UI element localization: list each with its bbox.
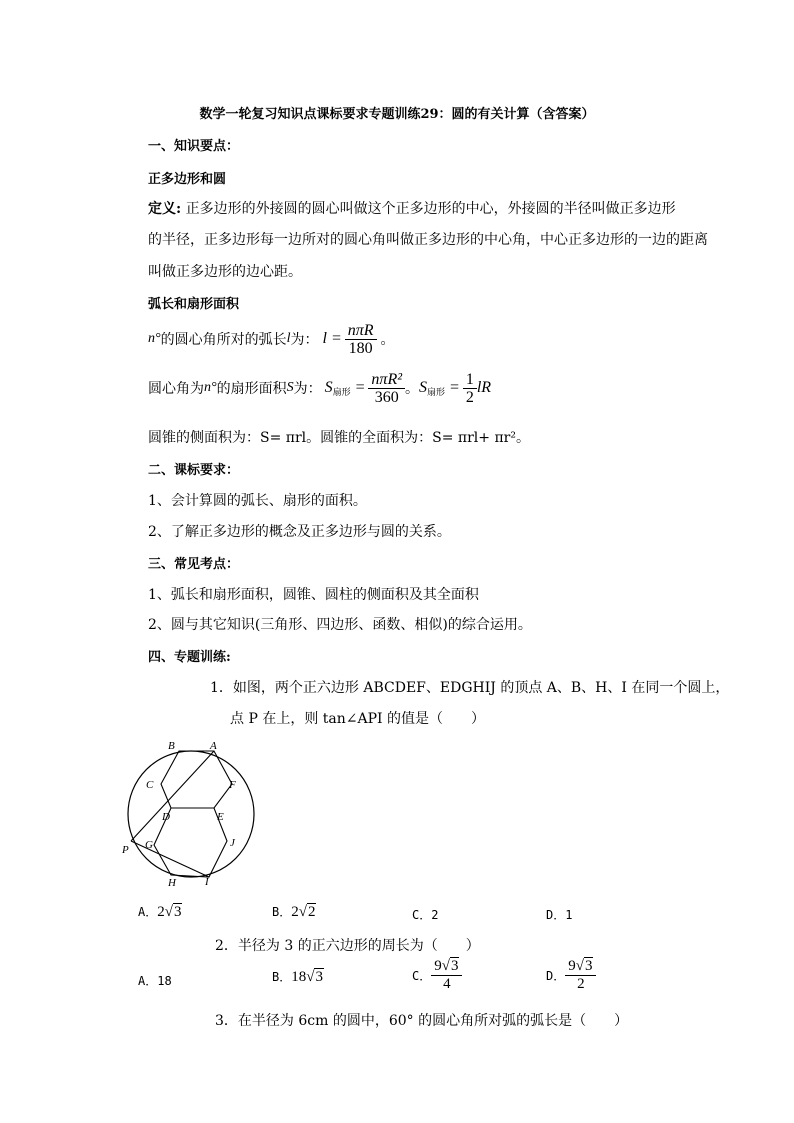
q1-option-b-letter: B． xyxy=(272,905,292,919)
arc-n-degree: n° xyxy=(148,331,161,346)
vertex-label-a: A xyxy=(210,740,217,752)
q2-option-d-fraction: $\frac{9√3}{2}$ xyxy=(565,958,596,993)
definition-label: 定义: xyxy=(148,201,182,217)
vertex-label-c: C xyxy=(146,779,154,791)
arc-end: 。 xyxy=(380,332,395,348)
figure-circle xyxy=(128,751,254,877)
q2-option-c-den: 4 xyxy=(443,976,451,992)
arc-length-line xyxy=(148,321,395,357)
sector-eq: = xyxy=(350,378,366,396)
section-heading-knowledge: 一、知识要点： xyxy=(148,139,240,154)
sector-n-degree: n° xyxy=(204,380,217,395)
q1-option-a-radicand: 3 xyxy=(173,904,182,920)
vertex-label-p: P xyxy=(122,844,129,856)
vertex-label-g: G xyxy=(145,839,153,851)
arc-fraction-den: 180 xyxy=(348,339,373,357)
requirement-item-2: 2、了解正多边形的概念及正多边形与圆的关系。 xyxy=(148,524,451,540)
section-heading-practice: 四、专题训练: xyxy=(148,650,231,665)
line-pi xyxy=(131,841,209,877)
line-pa xyxy=(131,751,214,841)
sector-text-3: 为： xyxy=(293,381,322,397)
q1-option-b[interactable]: B．2√2 xyxy=(272,904,316,920)
sector2-S xyxy=(419,379,460,398)
sector-S-sub: 扇形 xyxy=(332,386,351,397)
definition-text-1: 正多边形的外接圆的圆心叫做这个正多边形的中心，外接圆的半径叫做正多边形 xyxy=(181,201,676,217)
vertex-label-b: B xyxy=(168,740,175,752)
page-title: 数学一轮复习知识点课标要求专题训练29：圆的有关计算（含答案） xyxy=(199,107,595,122)
vertex-label-e: E xyxy=(217,811,224,823)
q1-option-a-letter: A． xyxy=(138,905,158,919)
q2-option-d-num-coef: 9 xyxy=(568,958,576,974)
q2-option-d-den: 2 xyxy=(577,976,585,992)
arc-var: l xyxy=(286,331,291,346)
q2-option-d-radicand: 3 xyxy=(584,958,593,974)
exam-point-item-1: 1、弧长和扇形面积，圆锥、圆柱的侧面积及其全面积 xyxy=(148,587,479,603)
q1-option-b-radicand: 2 xyxy=(307,904,316,920)
figure-labels xyxy=(121,740,236,889)
arc-text-2: 为： xyxy=(290,332,319,348)
q1-option-c[interactable] xyxy=(412,906,438,923)
definition-line-2: 的半径，正多边形每一边所对的圆心角叫做正多边形的中心角，中心正多边形的一边的距离 xyxy=(148,232,708,248)
q2-option-a-text: 18 xyxy=(157,974,172,988)
vertex-label-f: F xyxy=(229,779,236,791)
q1-option-a[interactable]: A．2√3 xyxy=(138,904,182,920)
q2-option-c-letter: C． xyxy=(412,969,432,983)
vertex-label-d: D xyxy=(162,811,170,823)
vertex-label-i: I xyxy=(205,876,209,888)
sector-mid: 。 xyxy=(405,381,420,397)
question-1-line-2: 点 P 在上，则 tan∠API 的值是（ ） xyxy=(230,711,486,727)
q1-option-a-coef: 2 xyxy=(157,904,165,920)
hexagon-abcdef xyxy=(161,751,232,808)
section-heading-exam-points: 三、常见考点： xyxy=(148,557,240,572)
arc-fraction xyxy=(345,322,377,357)
exam-point-item-2: 2、圆与其它知识(三角形、四边形、函数、相似)的综合运用。 xyxy=(148,617,532,633)
q1-option-c-text: 2 xyxy=(431,908,439,922)
q2-option-d[interactable] xyxy=(546,958,596,993)
sector-fraction xyxy=(368,371,405,406)
sector-area-line xyxy=(148,368,491,408)
sector2-tail: lR xyxy=(476,379,492,396)
q2-option-d-letter: D． xyxy=(546,969,566,983)
sector-fraction-den: 360 xyxy=(374,388,399,406)
arc-fraction-num: nπR xyxy=(345,322,377,340)
q2-option-c[interactable] xyxy=(412,958,462,993)
arc-text: 的圆心角所对的弧长 xyxy=(160,332,287,348)
subheading-arc-sector: 弧长和扇形面积 xyxy=(148,297,240,312)
q2-option-c-fraction: $\frac{9√3}{4}$ xyxy=(431,958,462,993)
cone-area-line: 圆锥的侧面积为：S= πrl。圆锥的全面积为：S= πrl+ πr²。 xyxy=(148,430,530,446)
arc-formula-lhs: l = xyxy=(322,330,342,347)
sector-S-letter: S xyxy=(324,378,333,396)
sector2-eq: = xyxy=(445,378,460,396)
q1-option-d-text: 1 xyxy=(565,908,573,922)
sector2-S-sub: 扇形 xyxy=(427,386,446,397)
q2-option-c-num-coef: 9 xyxy=(434,958,442,974)
q2-option-c-radicand: 3 xyxy=(450,958,459,974)
question-2-line: 2．半径为 3 的正六边形的周长为（ ） xyxy=(215,938,480,954)
sector2-fraction-num: 1 xyxy=(463,371,477,389)
sector-S xyxy=(325,379,366,398)
q1-option-d[interactable] xyxy=(546,906,572,923)
definition-line-3: 叫做正多边形的边心距。 xyxy=(148,264,302,280)
q2-option-b-radicand: 3 xyxy=(315,969,323,985)
vertex-label-h: H xyxy=(168,877,176,889)
q2-option-b[interactable]: B．18√3 xyxy=(272,969,323,985)
question-1-line-1: 1．如图，两个正六边形 ABCDEF、EDGHIJ 的顶点 A、B、H、I 在同一个圆上， xyxy=(210,680,730,696)
sector-text-2: 的扇形面积 xyxy=(216,381,287,397)
sector-fraction-num: nπR² xyxy=(368,371,405,389)
sector2-fraction-den: 2 xyxy=(465,388,474,406)
subheading-regular-polygon: 正多边形和圆 xyxy=(148,172,227,187)
sector2-fraction xyxy=(463,371,477,406)
q2-option-a[interactable] xyxy=(138,972,172,989)
question-1-figure xyxy=(118,736,268,894)
q2-option-a-letter: A． xyxy=(138,974,158,988)
section-heading-requirements: 二、课标要求： xyxy=(148,463,240,478)
sector-var: S xyxy=(286,380,294,395)
definition-line-1 xyxy=(148,198,676,218)
q2-option-b-coef: 18 xyxy=(291,969,307,985)
sector2-S-letter: S xyxy=(419,378,428,396)
q1-option-b-coef: 2 xyxy=(291,904,299,920)
q2-option-b-letter: B． xyxy=(272,970,292,984)
sector-text-1: 圆心角为 xyxy=(148,381,204,397)
requirement-item-1: 1、会计算圆的弧长、扇形的面积。 xyxy=(148,493,367,509)
q1-option-d-letter: D． xyxy=(546,908,566,922)
vertex-label-j: J xyxy=(230,837,235,849)
question-3-line: 3．在半径为 6cm 的圆中，60° 的圆心角所对弧的弧长是（ ） xyxy=(215,1013,629,1029)
q1-option-c-letter: C． xyxy=(412,908,432,922)
